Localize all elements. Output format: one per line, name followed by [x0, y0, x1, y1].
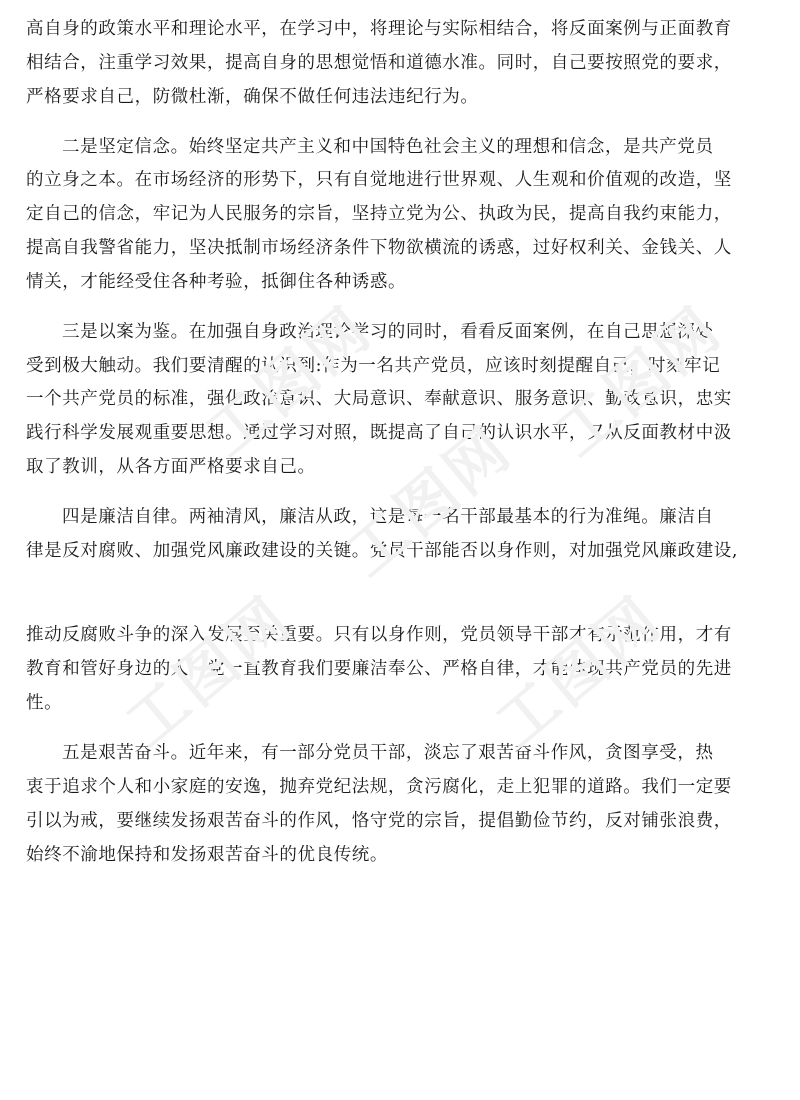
paragraph-line: 的立身之本。在市场经济的形势下，只有自觉地进行世界观、人生观和价值观的改造，坚	[26, 170, 732, 190]
paragraph-line: 性。	[26, 693, 63, 713]
paragraph-line: 取了教训，从各方面严格要求自己。	[26, 457, 316, 477]
paragraph-line: 引以为戒，要继续发扬艰苦奋斗的作风，恪守党的宗旨，提倡勤俭节约，反对铺张浪费，	[26, 811, 732, 831]
paragraph-line: 严格要求自己，防微杜渐，确保不做任何违法违纪行为。	[26, 87, 479, 107]
paragraph-line: 一个共产党员的标准，强化政治意识、大局意识、奉献意识、服务意识、勤政意识，忠实	[26, 389, 732, 409]
paragraph-line: 五是艰苦奋斗。近年来，有一部分党员干部，淡忘了艰苦奋斗作风，贪图享受，热	[62, 743, 714, 763]
watermark: 工图网	[193, 293, 386, 471]
paragraph-line: 四是廉洁自律。两袖清风，廉洁从政，这是每一名干部最基本的行为准绳。廉洁自	[62, 507, 714, 527]
paragraph-line: 定自己的信念，牢记为人民服务的宗旨，坚持立党为公、执政为民，提高自我约束能力，	[26, 204, 732, 224]
paragraph-line: 衷于追求个人和小家庭的安逸，抛弃党纪法规，贪污腐化，走上犯罪的道路。我们一定要	[26, 777, 732, 797]
paragraph-line: 践行科学发展观重要思想。通过学习对照，既提高了自己的认识水平，又从反面教材中汲	[26, 423, 732, 443]
paragraph-line: 高自身的政策水平和理论水平，在学习中，将理论与实际相结合，将反面案例与正面教育	[26, 19, 732, 39]
paragraph-line: 推动反腐败斗争的深入发展至关重要。只有以身作则，党员领导干部才有示范作用，才有	[26, 625, 732, 645]
paragraph-line: 教育和管好身边的人，党一直教育我们要廉洁奉公、严格自律，才能体现共产党员的先进	[26, 659, 732, 679]
paragraph-line: 三是以案为鉴。在加强自身政治理论学习的同时，看看反面案例，在自己思想深处	[62, 322, 714, 342]
paragraph-line: 律是反对腐败、加强党风廉政建设的关键。党员干部能否以身作则，对加强党风廉政建设,	[26, 541, 739, 561]
watermark: 工图网	[543, 293, 736, 471]
paragraph-line: 相结合，注重学习效果，提高自身的思想觉悟和道德水准。同时，自己要按照党的要求，	[26, 53, 732, 73]
watermark: 工图网	[333, 413, 526, 591]
paragraph-line: 受到极大触动。我们要清醒的认识到:作为一名共产党员，应该时刻提醒自己，时刻牢记	[26, 356, 721, 376]
paragraph-line: 二是坚定信念。始终坚定共产主义和中国特色社会主义的理想和信念，是共产党员	[62, 137, 714, 157]
watermark: 工图网	[113, 583, 306, 761]
paragraph-line: 提高自我警省能力，坚决抵制市场经济条件下物欲横流的诱惑，过好权利关、金钱关、人	[26, 238, 732, 258]
paragraph-line: 情关，才能经受住各种考验，抵御住各种诱惑。	[26, 272, 407, 292]
watermark: 工图网	[483, 583, 676, 761]
cut-off-line	[26, 0, 776, 10]
paragraph-line: 始终不渝地保持和发扬艰苦奋斗的优良传统。	[26, 845, 388, 865]
